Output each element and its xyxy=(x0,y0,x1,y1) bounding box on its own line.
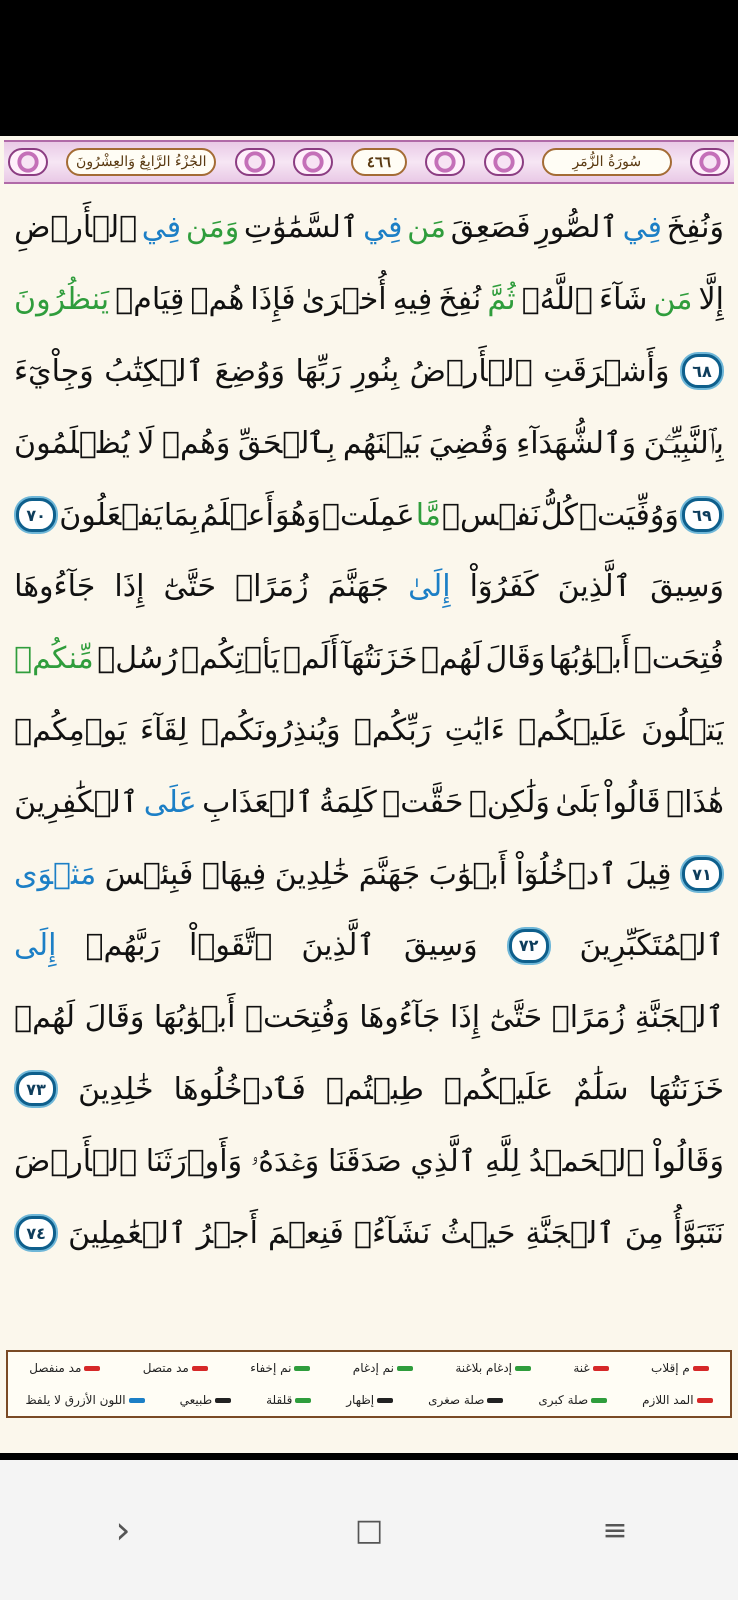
word: ٱلۡعَٰمِلِينَ xyxy=(68,1215,187,1251)
color-swatch-icon xyxy=(294,1366,310,1371)
verse-line[interactable] xyxy=(14,551,724,623)
word: مَّا xyxy=(415,497,441,533)
word: بِمَا xyxy=(163,497,199,533)
word: وَوُفِّيَتۡ xyxy=(579,497,679,533)
word: فِي xyxy=(622,210,662,246)
word: ءَايَٰتِ xyxy=(444,712,505,748)
word: عَلَيۡكُمۡ xyxy=(443,1071,554,1107)
word: عَلَيۡكُمۡ xyxy=(518,712,628,748)
verse-line[interactable] xyxy=(14,982,724,1054)
color-swatch-icon xyxy=(593,1366,609,1371)
word: نَفۡسٖ xyxy=(442,497,540,533)
word: ٱلۡجَنَّةِ xyxy=(634,1000,724,1036)
word: نَتَبَوَّأُ xyxy=(673,1215,724,1251)
verse-line[interactable] xyxy=(14,1054,724,1126)
juz-label: الجُزْءُ الرَّابِعُ وَالعِشْرُونَ xyxy=(66,148,216,176)
word: مَن xyxy=(653,282,693,318)
word: ٱلۡكَٰفِرِينَ xyxy=(14,784,139,820)
word: وَأَشۡرَقَتِ xyxy=(543,353,670,389)
word: وَلَٰكِنۡ xyxy=(468,784,550,820)
word: يَتۡلُونَ xyxy=(641,712,724,748)
word: وَقَالُواْ xyxy=(653,1143,724,1179)
legend-item: طبيعي xyxy=(180,1393,232,1407)
color-swatch-icon xyxy=(84,1366,100,1371)
word: فَإِذَا xyxy=(250,282,296,318)
word: هُمۡ xyxy=(190,282,245,318)
word: لَهُمۡ xyxy=(421,641,482,677)
word: نُفِخَ xyxy=(438,282,482,318)
verse-line[interactable] xyxy=(14,910,724,982)
word: أَعۡلَمُ xyxy=(199,497,274,533)
word: رَبِّهَا xyxy=(295,353,342,389)
word: ٱدۡخُلُوٓاْ xyxy=(515,856,617,892)
word: حَتَّىٰٓ xyxy=(163,569,217,605)
home-icon: □ xyxy=(354,1512,384,1548)
page-header xyxy=(4,140,734,184)
ayah-marker[interactable]: ٧٤ xyxy=(16,1216,56,1250)
word: ٱتَّقَوۡاْ xyxy=(189,928,273,964)
word: إِلَىٰ xyxy=(408,569,451,605)
word: نَشَآءُۖ xyxy=(353,1215,431,1251)
word: ٱلۡجَنَّةِ xyxy=(525,1215,615,1251)
word: مِنَ xyxy=(624,1215,664,1251)
word: ٱلۡأَرۡضِ xyxy=(14,210,138,246)
word: عَمِلَتۡ xyxy=(321,497,415,533)
word: ٱللَّهُۖ xyxy=(521,282,593,318)
legend-item: نم إخفاء xyxy=(250,1361,310,1375)
word: حَقَّتۡ xyxy=(382,784,464,820)
ornament-icon xyxy=(425,148,465,176)
word: فَنِعۡمَ xyxy=(268,1215,344,1251)
color-swatch-icon xyxy=(697,1398,713,1403)
android-nav-bar xyxy=(0,1460,738,1600)
word: فِيهِ xyxy=(392,282,433,318)
word: فَبِئۡسَ xyxy=(104,856,194,892)
legend-item: غنة xyxy=(573,1361,608,1375)
word: أَبۡوَٰبُهَا xyxy=(153,1000,236,1036)
surah-title: سُورَةُ الزُّمَرِ xyxy=(542,148,672,176)
legend-item: اللون الأزرق لا يلفظ xyxy=(26,1393,145,1407)
word: وَعۡدَهُۥ xyxy=(250,1143,320,1179)
word: ٱلۡكِتَٰبُ xyxy=(104,353,205,389)
word: رَبِّكُمۡ xyxy=(353,712,432,748)
word: أَجۡرُ xyxy=(196,1215,258,1251)
word: هَٰذَاۚ xyxy=(666,784,724,820)
word: ثُمَّ xyxy=(487,282,516,318)
color-swatch-icon xyxy=(377,1398,393,1403)
ayah-marker[interactable]: ٧٠ xyxy=(16,498,56,532)
word: ٱلۡأَرۡضُ xyxy=(409,353,533,389)
word: يَفۡعَلُونَ xyxy=(59,497,163,533)
word: خَزَنَتُهَا xyxy=(648,1071,724,1107)
verse-line[interactable] xyxy=(14,623,724,695)
word: بَيۡنَهُم xyxy=(342,425,422,461)
word: خَزَنَتُهَآ xyxy=(342,641,418,677)
word: إِذَا xyxy=(114,569,145,605)
word: فِي xyxy=(363,210,403,246)
word: رُسُلٞ xyxy=(97,641,178,677)
word: يَأۡتِكُمۡ xyxy=(181,641,280,677)
legend-row xyxy=(8,1384,730,1416)
word: مِّنكُمۡ xyxy=(14,641,94,677)
verse-line[interactable] xyxy=(14,192,724,264)
word: طِبۡتُمۡ xyxy=(325,1071,424,1107)
word: ٱلۡأَرۡضَ xyxy=(14,1143,138,1179)
word: أُخۡرَىٰ xyxy=(301,282,387,318)
word: وَجِاْيٓءَ xyxy=(14,353,94,389)
word: يُظۡلَمُونَ xyxy=(14,425,130,461)
color-swatch-icon xyxy=(487,1398,503,1403)
legend-item: نم إدغام xyxy=(353,1361,413,1375)
color-swatch-icon xyxy=(515,1366,531,1371)
word: وَسِيقَ xyxy=(650,569,724,605)
word: أَلَمۡ xyxy=(283,641,339,677)
page-number: ٤٦٦ xyxy=(351,148,407,176)
ayah-marker[interactable]: ٧٢ xyxy=(509,929,549,963)
legend-row xyxy=(8,1352,730,1384)
word: فِيهَاۖ xyxy=(201,856,267,892)
ornament-icon xyxy=(8,148,48,176)
legend-item: مد متصل xyxy=(143,1361,208,1375)
word: فَٱدۡخُلُوهَا xyxy=(173,1071,306,1107)
color-swatch-icon xyxy=(295,1398,311,1403)
word: رَبَّهُمۡ xyxy=(85,928,161,964)
word: مَثۡوَى xyxy=(14,856,97,892)
word: وَيُنذِرُونَكُمۡ xyxy=(200,712,341,748)
ornament-icon xyxy=(690,148,730,176)
word: ٱلۡحَمۡدُ xyxy=(528,1143,645,1179)
word: ٱلَّذِي xyxy=(410,1143,477,1179)
verse-line[interactable] xyxy=(14,1125,724,1197)
home-button[interactable] xyxy=(339,1500,399,1560)
word: جَهَنَّمَ xyxy=(358,856,421,892)
quran-text xyxy=(14,192,724,1342)
tajweed-legend xyxy=(6,1350,732,1418)
word: قَالُواْ xyxy=(604,784,661,820)
color-swatch-icon xyxy=(215,1398,231,1403)
word: كَلِمَةُ xyxy=(319,784,377,820)
verse-line[interactable] xyxy=(14,695,724,767)
ayah-marker[interactable]: ٦٩ xyxy=(682,498,722,532)
color-swatch-icon xyxy=(397,1366,413,1371)
word: بِٱلۡحَقِّ xyxy=(237,425,336,461)
word: وَقَالَ xyxy=(84,1000,145,1036)
word: يَنظُرُونَ xyxy=(14,282,110,318)
word: وَقُضِيَ xyxy=(428,425,509,461)
word: وَفُتِحَتۡ xyxy=(244,1000,350,1036)
ayah-marker[interactable]: ٧٣ xyxy=(16,1072,56,1106)
word: سَلَٰمٌ xyxy=(573,1071,629,1107)
verse-line[interactable] xyxy=(14,264,724,336)
word: جَآءُوهَا xyxy=(359,1000,441,1036)
word: خَٰلِدِينَ xyxy=(274,856,351,892)
word: وَٱلشُّهَدَآءِ xyxy=(516,425,637,461)
word: ٱلَّذِينَ xyxy=(301,928,375,964)
legend-item: مد منفصل xyxy=(29,1361,100,1375)
word: أَبۡوَٰبَ xyxy=(428,856,508,892)
ornament-icon xyxy=(484,148,524,176)
ornament-icon xyxy=(293,148,333,176)
word: لَهُمۡ xyxy=(14,1000,76,1036)
legend-item: إدغام بلاغنة xyxy=(455,1361,531,1375)
word: أَبۡوَٰبُهَا xyxy=(548,641,631,677)
color-swatch-icon xyxy=(192,1366,208,1371)
word: وَهُوَ xyxy=(275,497,321,533)
word: جَهَنَّمَ xyxy=(327,569,390,605)
color-swatch-icon xyxy=(591,1398,607,1403)
word: فِي xyxy=(141,210,182,246)
word: كُلُّ xyxy=(540,497,578,533)
word: جَآءُوهَا xyxy=(14,569,96,605)
word: وَوُضِعَ xyxy=(214,353,285,389)
word: وَنُفِخَ xyxy=(666,210,724,246)
word: بَلَىٰ xyxy=(555,784,599,820)
legend-item: م إقلاب xyxy=(651,1361,709,1375)
word: وَمَن xyxy=(185,210,240,246)
word: وَقَالَ xyxy=(485,641,546,677)
word: شَآءَ xyxy=(599,282,648,318)
color-swatch-icon xyxy=(129,1398,145,1403)
recents-button[interactable] xyxy=(585,1500,645,1560)
legend-item: المد اللازم xyxy=(642,1393,712,1407)
word: ٱلسَّمَٰوَٰتِ xyxy=(243,210,359,246)
legend-item: قلقلة xyxy=(266,1393,311,1407)
word: لَا xyxy=(137,425,155,461)
word: عَلَى xyxy=(143,784,197,820)
word: قِيلَ xyxy=(625,856,672,892)
word: لِلَّهِ xyxy=(484,1143,521,1179)
back-button[interactable] xyxy=(93,1500,153,1560)
word: حَيۡثُ xyxy=(440,1215,516,1251)
verse-line[interactable] xyxy=(14,766,724,838)
word: مَن xyxy=(407,210,447,246)
word: فُتِحَتۡ xyxy=(633,641,724,677)
word: إِلَّا xyxy=(698,282,724,318)
word: ٱلۡمُتَكَبِّرِينَ xyxy=(579,928,724,964)
ayah-marker[interactable]: ٦٨ xyxy=(682,354,722,388)
word: يَوۡمِكُمۡ xyxy=(14,712,127,748)
word: ٱلصُّورِ xyxy=(535,210,618,246)
word: حَتَّىٰٓ xyxy=(489,1000,543,1036)
word: زُمَرًاۖ xyxy=(235,569,309,605)
verse-line[interactable] xyxy=(14,479,724,551)
word: لِقَآءَ xyxy=(139,712,188,748)
word: ٱلَّذِينَ xyxy=(557,569,632,605)
word: إِذَا xyxy=(450,1000,481,1036)
word: إِلَى xyxy=(14,928,57,964)
back-icon: › xyxy=(115,1508,131,1552)
word: كَفَرُوٓاْ xyxy=(469,569,539,605)
verse-line[interactable] xyxy=(14,336,724,408)
menu-icon: ≡ xyxy=(602,1512,628,1548)
ayah-marker[interactable]: ٧١ xyxy=(682,857,722,891)
status-bar-area xyxy=(0,0,738,136)
word: وَسِيقَ xyxy=(403,928,478,964)
color-swatch-icon xyxy=(693,1366,709,1371)
verse-line[interactable] xyxy=(14,407,724,479)
word: ٱلۡعَذَابِ xyxy=(202,784,314,820)
legend-item: صلة كبرى xyxy=(538,1393,607,1407)
word: بِنُورِ xyxy=(351,353,400,389)
word: زُمَرًاۖ xyxy=(551,1000,626,1036)
ornament-icon xyxy=(235,148,275,176)
word: وَأَوۡرَثَنَا xyxy=(145,1143,243,1179)
word: وَهُمۡ xyxy=(162,425,231,461)
word: صَدَقَنَا xyxy=(327,1143,402,1179)
word: قِيَامٞ xyxy=(115,282,185,318)
word: بِٱلنَّبِيِّـۧنَ xyxy=(643,425,724,461)
verse-line[interactable] xyxy=(14,1197,724,1269)
legend-item: إظهار xyxy=(346,1393,393,1407)
word: خَٰلِدِينَ xyxy=(78,1071,154,1107)
word: فَصَعِقَ xyxy=(450,210,531,246)
verse-line[interactable] xyxy=(14,838,724,910)
legend-item: صلة صغرى xyxy=(428,1393,503,1407)
